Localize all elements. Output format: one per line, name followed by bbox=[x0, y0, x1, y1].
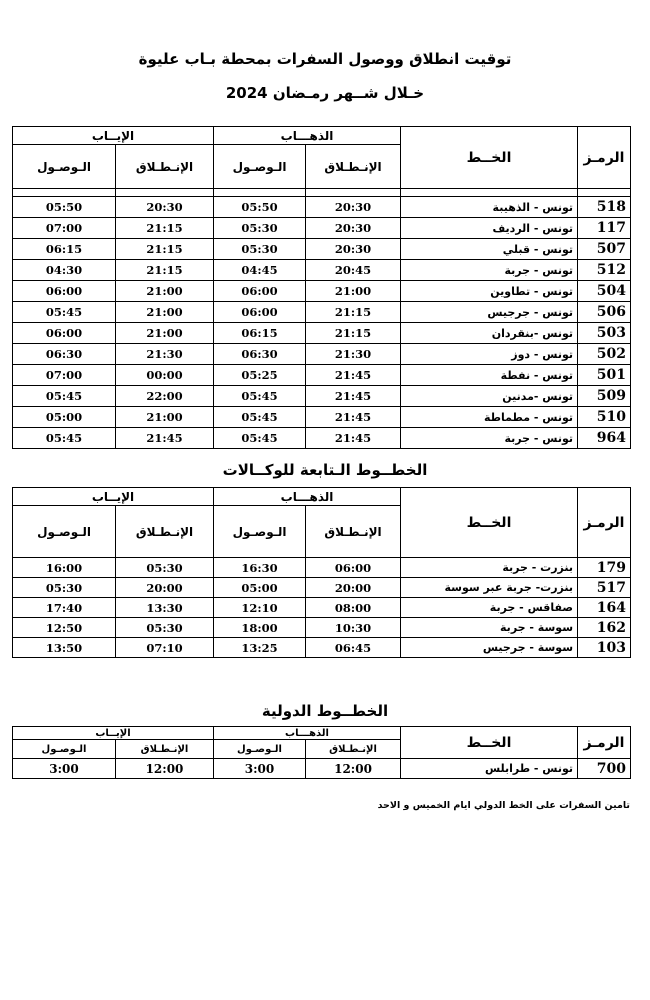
code-header: الرمـز bbox=[578, 488, 631, 558]
route-name: تونس -مدنين bbox=[401, 386, 578, 407]
route-code: 501 bbox=[578, 365, 631, 386]
return-arrival-time: 06:00 bbox=[13, 323, 116, 344]
return-arrival-time: 05:00 bbox=[13, 407, 116, 428]
return-header: الإيــاب bbox=[13, 727, 214, 740]
going-departure-time: 20:30 bbox=[306, 197, 401, 218]
going-departure-time: 21:00 bbox=[306, 281, 401, 302]
going-departure-time: 21:45 bbox=[306, 365, 401, 386]
route-name: تونس - جربة bbox=[401, 428, 578, 449]
going-arrival-time: 13:25 bbox=[214, 638, 306, 658]
route-code: 507 bbox=[578, 239, 631, 260]
table-row bbox=[13, 598, 631, 618]
return-departure-time: 21:00 bbox=[116, 407, 214, 428]
code-header: الرمـز bbox=[578, 727, 631, 759]
going-arrival-time: 05:25 bbox=[214, 365, 306, 386]
going-arrival-time: 05:50 bbox=[214, 197, 306, 218]
route-name: تونس - الرديف bbox=[401, 218, 578, 239]
national-lines-table bbox=[12, 126, 631, 449]
route-name: صفاقس - جربة bbox=[401, 598, 578, 618]
return-departure-time: 21:30 bbox=[116, 344, 214, 365]
international-note: تامين السفرات على الخط الدولي ايام الخميس و الاحد bbox=[377, 800, 630, 811]
route-code: 503 bbox=[578, 323, 631, 344]
going-arrival-time: 18:00 bbox=[214, 618, 306, 638]
return-arrival-time: 06:15 bbox=[13, 239, 116, 260]
agencies-section-title: الخطــوط الـتابعة للوكــالات bbox=[222, 461, 428, 479]
going-arrival-header: الـوصـول bbox=[214, 145, 306, 189]
return-departure-time: 21:00 bbox=[116, 281, 214, 302]
route-code: 162 bbox=[578, 618, 631, 638]
going-departure-time: 21:45 bbox=[306, 428, 401, 449]
route-name: تونس - قبلي bbox=[401, 239, 578, 260]
route-code: 502 bbox=[578, 344, 631, 365]
route-name: بنزرت - جربة bbox=[401, 558, 578, 578]
going-header: الذهـــاب bbox=[214, 127, 401, 145]
going-arrival-header: الـوصـول bbox=[214, 506, 306, 558]
return-arrival-time: 05:45 bbox=[13, 302, 116, 323]
route-code: 179 bbox=[578, 558, 631, 578]
table-row bbox=[13, 218, 631, 239]
going-departure-header: الإنـطـلاق bbox=[306, 740, 401, 759]
return-arrival-time: 17:40 bbox=[13, 598, 116, 618]
going-departure-time: 20:30 bbox=[306, 239, 401, 260]
return-departure-header: الإنـطـلاق bbox=[116, 506, 214, 558]
return-header: الإيــاب bbox=[13, 127, 214, 145]
table-row bbox=[13, 365, 631, 386]
going-departure-time: 20:30 bbox=[306, 218, 401, 239]
going-departure-time: 06:45 bbox=[306, 638, 401, 658]
return-arrival-time: 04:30 bbox=[13, 260, 116, 281]
table-row bbox=[13, 302, 631, 323]
going-departure-header: الإنـطـلاق bbox=[306, 145, 401, 189]
route-code: 506 bbox=[578, 302, 631, 323]
return-arrival-time: 05:30 bbox=[13, 578, 116, 598]
page-subtitle: خـلال شــهر رمـضان 2024 bbox=[225, 84, 425, 102]
return-departure-time: 13:30 bbox=[116, 598, 214, 618]
going-arrival-time: 05:45 bbox=[214, 407, 306, 428]
going-departure-time: 10:30 bbox=[306, 618, 401, 638]
going-arrival-time: 12:10 bbox=[214, 598, 306, 618]
return-arrival-time: 3:00 bbox=[13, 759, 116, 779]
going-arrival-time: 04:45 bbox=[214, 260, 306, 281]
going-departure-time: 21:45 bbox=[306, 407, 401, 428]
page-title: توقيت انطلاق ووصول السفرات بمحطة بـاب عليوة bbox=[138, 50, 512, 68]
table-row bbox=[13, 578, 631, 598]
return-departure-time: 05:30 bbox=[116, 558, 214, 578]
going-arrival-time: 05:30 bbox=[214, 218, 306, 239]
return-arrival-header: الـوصـول bbox=[13, 740, 116, 759]
going-arrival-time: 16:30 bbox=[214, 558, 306, 578]
route-name: تونس - الذهيبة bbox=[401, 197, 578, 218]
table-row bbox=[13, 428, 631, 449]
going-arrival-header: الـوصـول bbox=[214, 740, 306, 759]
table-row bbox=[13, 281, 631, 302]
going-departure-time: 21:30 bbox=[306, 344, 401, 365]
route-code: 510 bbox=[578, 407, 631, 428]
route-code: 164 bbox=[578, 598, 631, 618]
table-row bbox=[13, 386, 631, 407]
table-row bbox=[13, 239, 631, 260]
going-arrival-time: 06:15 bbox=[214, 323, 306, 344]
return-departure-header: الإنـطـلاق bbox=[116, 145, 214, 189]
table-row bbox=[13, 407, 631, 428]
going-arrival-time: 05:45 bbox=[214, 386, 306, 407]
going-arrival-time: 06:30 bbox=[214, 344, 306, 365]
route-code: 509 bbox=[578, 386, 631, 407]
going-arrival-time: 05:00 bbox=[214, 578, 306, 598]
going-arrival-time: 05:45 bbox=[214, 428, 306, 449]
route-name: تونس -بنقردان bbox=[401, 323, 578, 344]
line-header: الخــط bbox=[401, 488, 578, 558]
going-departure-time: 20:00 bbox=[306, 578, 401, 598]
route-name: تونس - طرابلس bbox=[401, 759, 578, 779]
going-departure-header: الإنـطـلاق bbox=[306, 506, 401, 558]
route-code: 512 bbox=[578, 260, 631, 281]
return-arrival-header: الـوصـول bbox=[13, 506, 116, 558]
international-section-title: الخطــوط الدولية bbox=[261, 702, 389, 720]
return-arrival-time: 13:50 bbox=[13, 638, 116, 658]
route-name: تونس - تطاوين bbox=[401, 281, 578, 302]
return-arrival-time: 05:45 bbox=[13, 386, 116, 407]
code-header: الرمـز bbox=[578, 127, 631, 189]
route-code: 504 bbox=[578, 281, 631, 302]
going-departure-time: 06:00 bbox=[306, 558, 401, 578]
return-arrival-time: 16:00 bbox=[13, 558, 116, 578]
return-arrival-time: 06:00 bbox=[13, 281, 116, 302]
table-row bbox=[13, 618, 631, 638]
return-arrival-time: 05:50 bbox=[13, 197, 116, 218]
agency-lines-table bbox=[12, 487, 631, 658]
going-arrival-time: 06:00 bbox=[214, 281, 306, 302]
return-arrival-header: الـوصـول bbox=[13, 145, 116, 189]
return-departure-header: الإنـطـلاق bbox=[116, 740, 214, 759]
route-code: 518 bbox=[578, 197, 631, 218]
route-name: بنزرت- جربة عبر سوسة bbox=[401, 578, 578, 598]
route-code: 964 bbox=[578, 428, 631, 449]
return-arrival-time: 06:30 bbox=[13, 344, 116, 365]
route-name: تونس - مطماطة bbox=[401, 407, 578, 428]
return-departure-time: 21:00 bbox=[116, 302, 214, 323]
return-departure-time: 22:00 bbox=[116, 386, 214, 407]
return-departure-time: 05:30 bbox=[116, 618, 214, 638]
going-arrival-time: 06:00 bbox=[214, 302, 306, 323]
return-arrival-time: 07:00 bbox=[13, 365, 116, 386]
return-departure-time: 21:15 bbox=[116, 260, 214, 281]
table-row bbox=[13, 260, 631, 281]
table-row bbox=[13, 759, 631, 779]
international-lines-table bbox=[12, 726, 631, 779]
route-code: 117 bbox=[578, 218, 631, 239]
return-arrival-time: 05:45 bbox=[13, 428, 116, 449]
route-code: 517 bbox=[578, 578, 631, 598]
route-name: تونس - جرجيس bbox=[401, 302, 578, 323]
route-name: سوسة - جرجيس bbox=[401, 638, 578, 658]
table-row bbox=[13, 344, 631, 365]
line-header: الخــط bbox=[401, 727, 578, 759]
going-departure-time: 21:45 bbox=[306, 386, 401, 407]
going-departure-time: 21:15 bbox=[306, 323, 401, 344]
going-arrival-time: 3:00 bbox=[214, 759, 306, 779]
route-name: سوسة - جربة bbox=[401, 618, 578, 638]
going-departure-time: 20:45 bbox=[306, 260, 401, 281]
table-row bbox=[13, 638, 631, 658]
return-departure-time: 07:10 bbox=[116, 638, 214, 658]
going-header: الذهـــاب bbox=[214, 727, 401, 740]
return-departure-time: 21:15 bbox=[116, 218, 214, 239]
table-row bbox=[13, 323, 631, 344]
going-header: الذهـــاب bbox=[214, 488, 401, 506]
return-departure-time: 21:00 bbox=[116, 323, 214, 344]
return-arrival-time: 07:00 bbox=[13, 218, 116, 239]
line-header: الخــط bbox=[401, 127, 578, 189]
return-header: الإيــاب bbox=[13, 488, 214, 506]
route-code: 700 bbox=[578, 759, 631, 779]
going-arrival-time: 05:30 bbox=[214, 239, 306, 260]
route-code: 103 bbox=[578, 638, 631, 658]
return-departure-time: 21:45 bbox=[116, 428, 214, 449]
table-row bbox=[13, 197, 631, 218]
return-departure-time: 00:00 bbox=[116, 365, 214, 386]
going-departure-time: 12:00 bbox=[306, 759, 401, 779]
return-departure-time: 20:30 bbox=[116, 197, 214, 218]
route-name: تونس - نفطة bbox=[401, 365, 578, 386]
going-departure-time: 21:15 bbox=[306, 302, 401, 323]
going-departure-time: 08:00 bbox=[306, 598, 401, 618]
return-departure-time: 21:15 bbox=[116, 239, 214, 260]
return-departure-time: 12:00 bbox=[116, 759, 214, 779]
table-row bbox=[13, 558, 631, 578]
route-name: تونس - جربة bbox=[401, 260, 578, 281]
return-arrival-time: 12:50 bbox=[13, 618, 116, 638]
return-departure-time: 20:00 bbox=[116, 578, 214, 598]
route-name: تونس - دوز bbox=[401, 344, 578, 365]
